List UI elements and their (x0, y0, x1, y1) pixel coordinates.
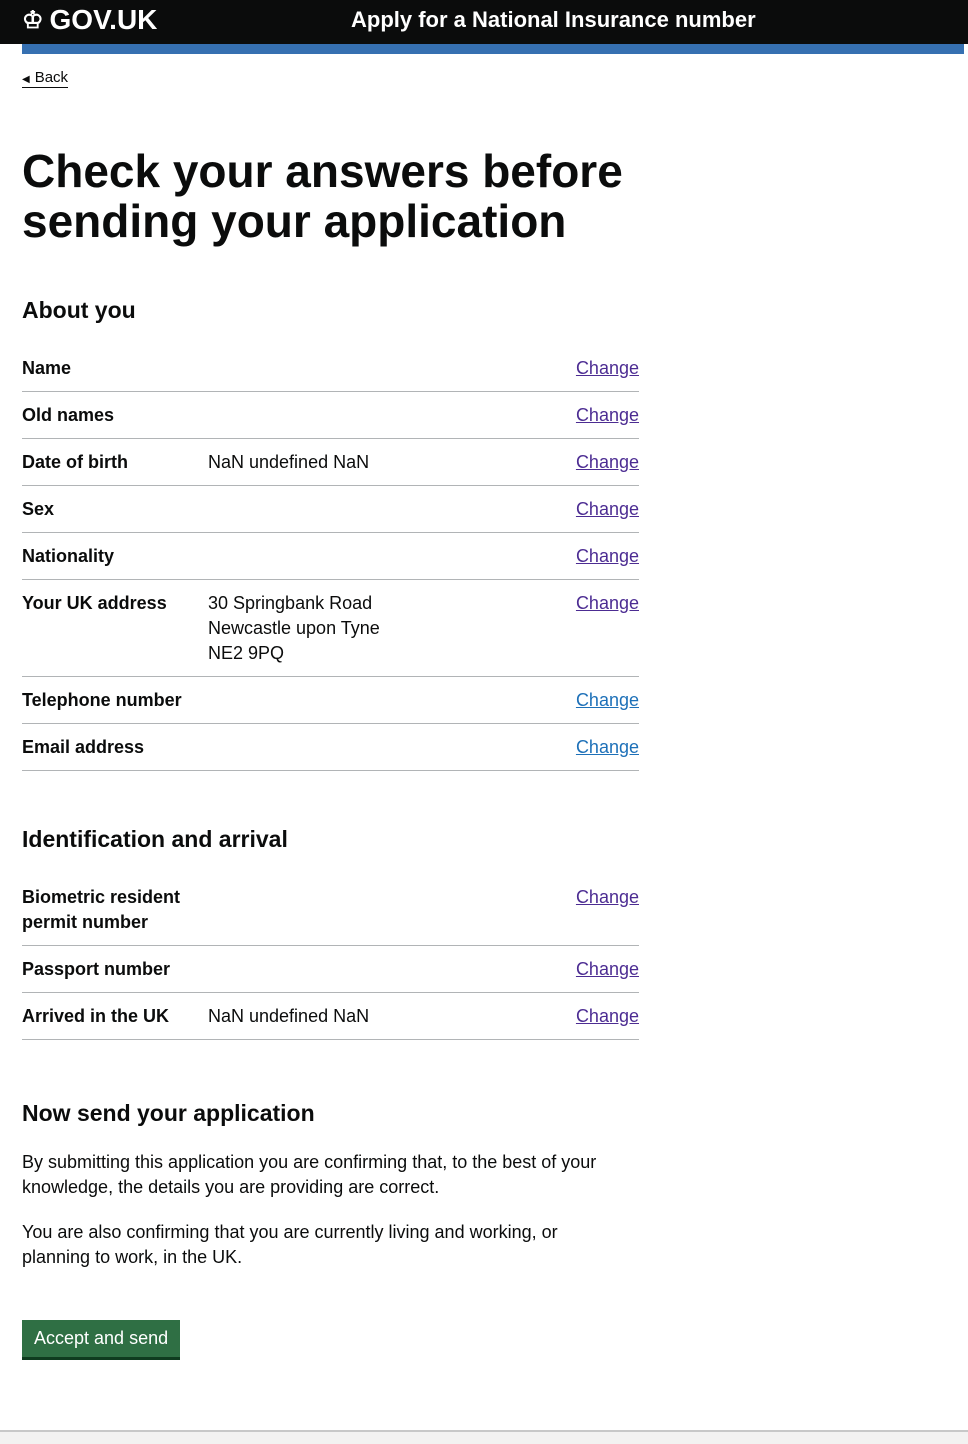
back-label: Back (34, 69, 69, 86)
summary-row (22, 946, 639, 993)
row-value: NaN undefined NaN (208, 452, 370, 472)
section-heading: About you (22, 297, 136, 323)
row-value (208, 735, 576, 760)
page-title: Check your answers before sending your application (22, 145, 623, 247)
back-link[interactable] (22, 69, 68, 88)
summary-row (22, 874, 639, 946)
summary-row (22, 993, 639, 1040)
row-value (208, 688, 576, 713)
service-name-link[interactable]: Apply for a National Insurance number (351, 7, 756, 32)
row-value (208, 403, 576, 428)
row-value: NaN undefined NaN (208, 1006, 370, 1026)
row-value (208, 544, 576, 569)
crown-icon: ♔ (22, 6, 44, 34)
declaration-text: You are also confirming that you are currently living and working, or planning to work, in the UK. (22, 1222, 558, 1267)
summary-list-identification (22, 874, 639, 1040)
row-key: Biometric resident permit number (22, 887, 181, 932)
footer (0, 1430, 968, 1444)
summary-row (22, 677, 639, 724)
row-value (208, 591, 576, 666)
logo-text: GOV.UK (49, 4, 158, 35)
row-value (208, 356, 576, 381)
header-accent-bar (22, 44, 964, 54)
change-link[interactable]: Change (575, 690, 639, 710)
row-value (208, 497, 576, 522)
summary-row (22, 392, 639, 439)
change-link[interactable]: Change (575, 593, 639, 613)
change-link[interactable]: Change (575, 452, 639, 472)
row-key: Old names (22, 405, 115, 425)
row-key: Telephone number (22, 690, 182, 710)
row-key: Passport number (22, 959, 171, 979)
back-arrow-icon: ◀ (22, 74, 30, 85)
summary-row (22, 486, 639, 533)
summary-row (22, 533, 639, 580)
row-key: Arrived in the UK (22, 1006, 170, 1026)
change-link[interactable]: Change (575, 959, 639, 979)
change-link[interactable]: Change (575, 405, 639, 425)
value-line: 30 Springbank Road (208, 593, 373, 613)
row-value (208, 957, 576, 982)
value-line: Newcastle upon Tyne (208, 618, 380, 638)
accept-and-send-button[interactable]: Accept and send (22, 1320, 180, 1360)
summary-row (22, 345, 639, 392)
row-key: Name (22, 358, 72, 378)
row-key: Date of birth (22, 452, 128, 472)
change-link[interactable]: Change (575, 546, 639, 566)
row-value (208, 885, 576, 935)
section-heading: Now send your application (22, 1100, 315, 1126)
change-link[interactable]: Change (575, 737, 639, 757)
section-heading: Identification and arrival (22, 826, 288, 852)
site-header (0, 0, 968, 44)
change-link[interactable]: Change (575, 887, 639, 907)
change-link[interactable]: Change (575, 358, 639, 378)
summary-row (22, 439, 639, 486)
govuk-logo-link[interactable] (22, 4, 157, 36)
summary-row (22, 724, 639, 771)
summary-row (22, 580, 639, 677)
value-line: NE2 9PQ (208, 643, 285, 663)
change-link[interactable]: Change (575, 499, 639, 519)
row-key: Your UK address (22, 593, 167, 613)
row-key: Nationality (22, 546, 115, 566)
summary-list-about-you (22, 345, 639, 771)
row-key: Sex (22, 499, 55, 519)
change-link[interactable]: Change (575, 1006, 639, 1026)
declaration-text: By submitting this application you are confirming that, to the best of your knowledge, the details you are providing are correct. (22, 1152, 597, 1197)
row-key: Email address (22, 737, 145, 757)
